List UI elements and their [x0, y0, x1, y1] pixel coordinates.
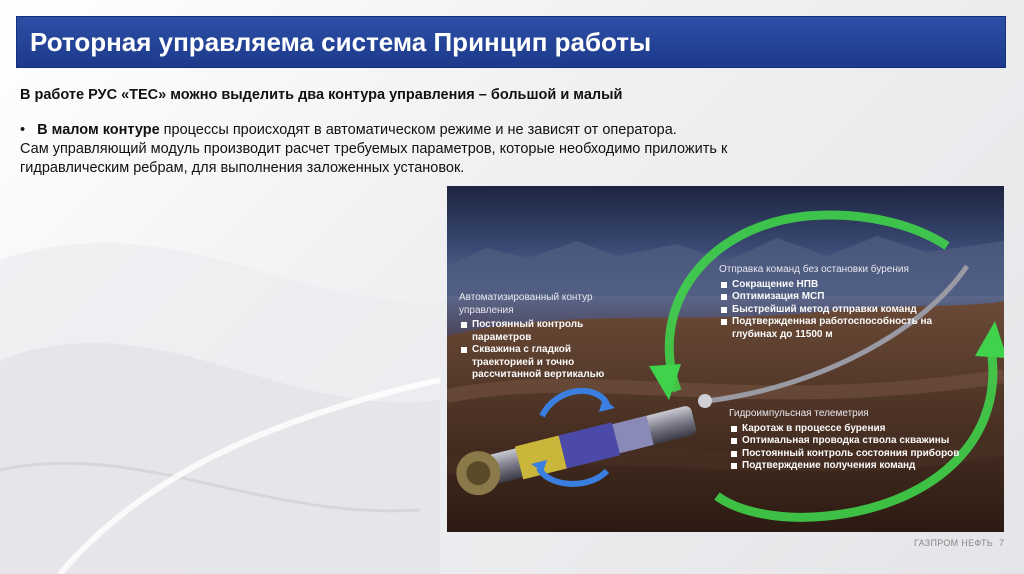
drilling-diagram	[447, 186, 1004, 532]
footer-company: ГАЗПРОМ НЕФТЬ	[914, 538, 994, 548]
telemetry-item: Постоянный контроль состояния приборов	[729, 448, 974, 461]
telemetry-panel	[729, 408, 974, 473]
paragraph-line-2: гидравлическим ребрам, для выполнения заложенных установок.	[20, 160, 465, 176]
telemetry-item: Каротаж в процессе бурения	[729, 423, 974, 436]
telemetry-item: Подтверждение получения команд	[729, 460, 974, 473]
paragraph-line-1: Сам управляющий модуль производит расчет требуемых параметров, которые необходимо приложить к	[20, 141, 728, 157]
joint-marker	[698, 394, 712, 408]
telemetry-title: Гидроимпульсная телеметрия	[729, 408, 869, 419]
footer	[914, 538, 1004, 548]
command-sending-panel	[719, 264, 959, 341]
bullet-bold-term: В малом контуре	[37, 122, 160, 138]
title-bar	[16, 16, 1006, 68]
subtitle: В работе РУС «ТЕС» можно выделить два контура управления – большой и малый	[20, 87, 623, 103]
command-sending-item: Подтвержденная работоспособность на глубинах до 11500 м	[719, 316, 959, 341]
automated-loop-item: Постоянный контроль параметров	[459, 319, 634, 344]
telemetry-item: Оптимальная проводка ствола скважины	[729, 435, 974, 448]
automated-loop-item: Скважина с гладкой траекторией и точно рассчитанной вертикалью	[459, 344, 634, 382]
bullet-marker: •	[20, 122, 26, 138]
command-sending-title: Отправка команд без остановки бурения	[719, 264, 909, 275]
command-sending-item: Сокращение НПВ	[719, 279, 959, 292]
automated-loop-panel	[459, 292, 634, 382]
page-title: Роторная управляема система Принцип работы	[30, 26, 652, 57]
bullet-item	[20, 121, 820, 140]
bullet-text: процессы происходят в автоматическом режиме и не зависят от оператора.	[159, 122, 677, 138]
automated-loop-title: Автоматизированный контур управления	[459, 292, 593, 316]
command-sending-item: Оптимизация МСП	[719, 291, 959, 304]
text-content	[20, 86, 820, 178]
command-sending-item: Быстрейший метод отправки команд	[719, 304, 959, 317]
page-number: 7	[999, 538, 1005, 548]
